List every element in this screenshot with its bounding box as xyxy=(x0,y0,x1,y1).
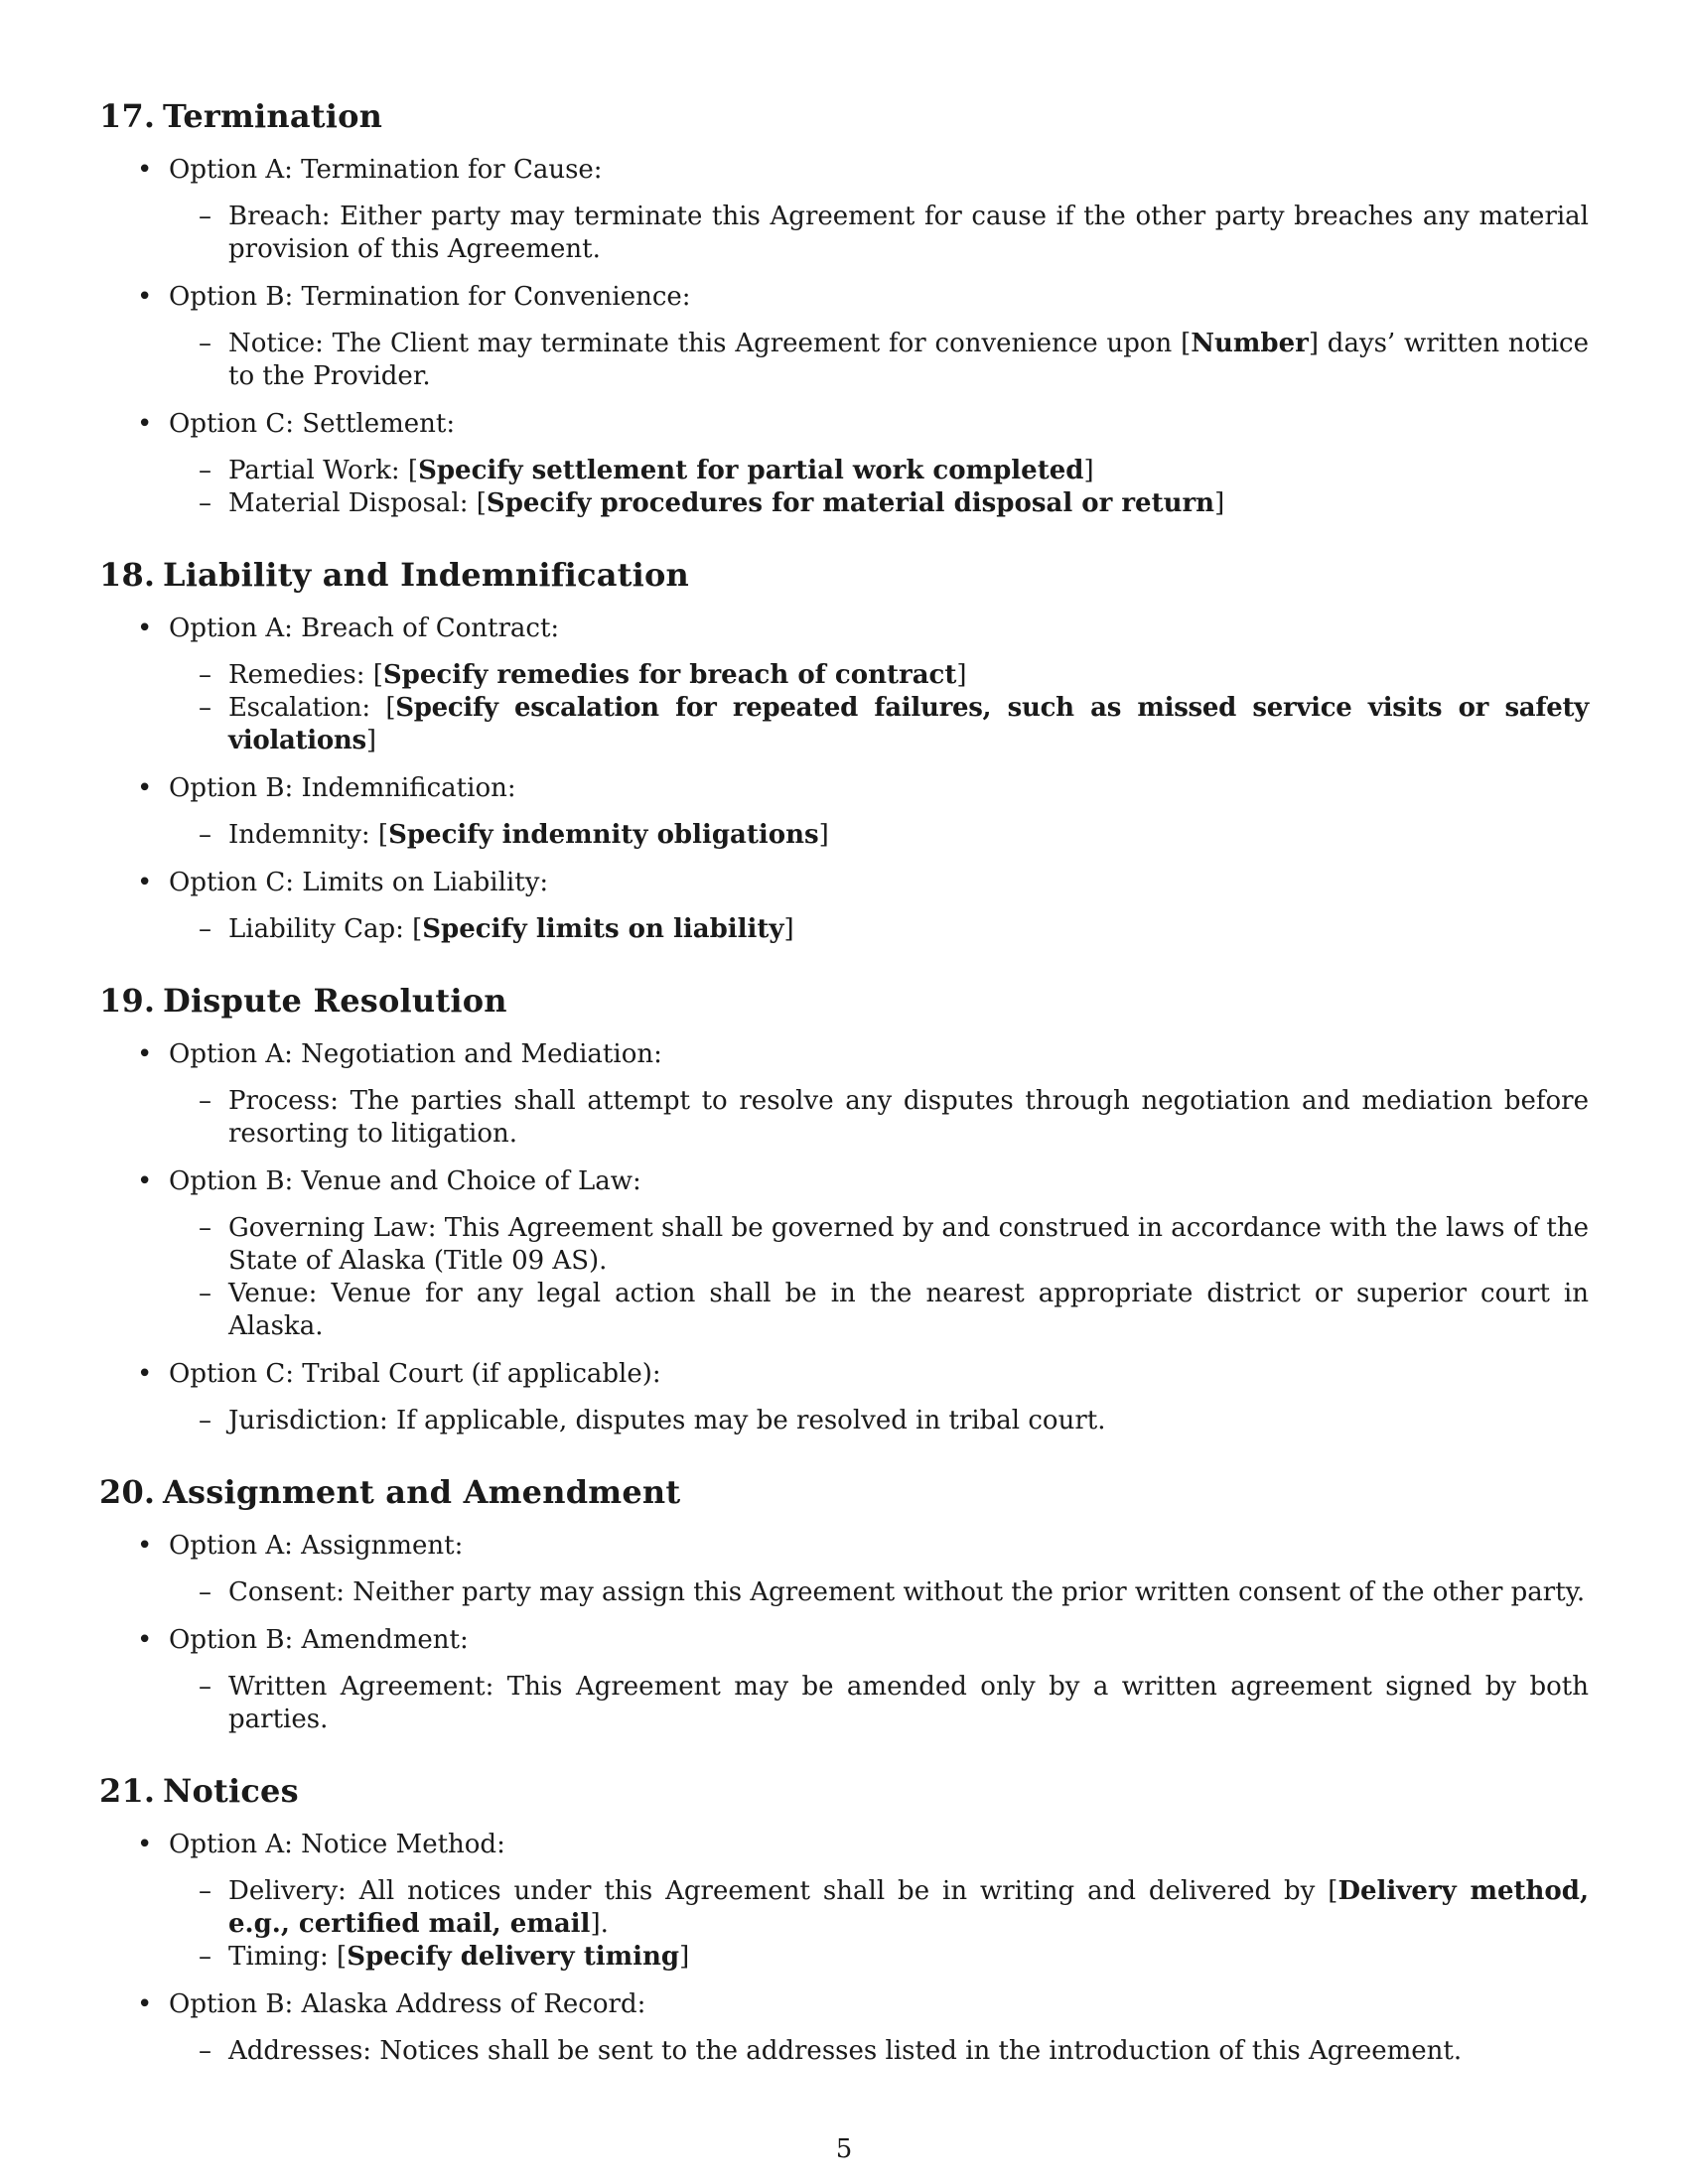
section-title: Termination xyxy=(163,97,383,135)
option-item xyxy=(99,866,1589,946)
sub-item xyxy=(169,1576,1589,1609)
sub-text: Consent: Neither party may assign this Agreement without the prior written consent of the other party. xyxy=(228,1577,1586,1607)
bullet-icon: • xyxy=(137,868,153,897)
option-label: Option A: Assignment: xyxy=(169,1531,464,1561)
option-label: Option B: Termination for Convenience: xyxy=(169,282,691,312)
sub-text-suffix: ] xyxy=(1214,488,1225,518)
sub-text-suffix: ] xyxy=(956,660,967,690)
dash-icon: – xyxy=(199,329,211,358)
bullet-icon: • xyxy=(137,614,153,643)
section-title: Notices xyxy=(163,1772,299,1810)
option-label: Option C: Limits on Liability: xyxy=(169,868,549,897)
sub-item xyxy=(169,1212,1589,1278)
page-number: 5 xyxy=(835,2134,853,2164)
dash-icon: – xyxy=(199,456,211,485)
sub-text-suffix: ]. xyxy=(590,1909,609,1939)
option-item xyxy=(99,280,1589,393)
section-dispute-resolution xyxy=(99,982,1589,1437)
placeholder-text: Specify escalation for repeated failures, such as missed service visits or safety violations xyxy=(228,693,1589,755)
dash-icon: – xyxy=(199,488,211,518)
option-item xyxy=(99,1828,1589,1974)
dash-icon: – xyxy=(199,1577,211,1607)
section-notices xyxy=(99,1772,1589,2068)
sub-text: Process: The parties shall attempt to resolve any disputes through negotiation and mediation before resorting to litigation. xyxy=(228,1086,1589,1149)
section-number: 21. xyxy=(99,1772,156,1810)
sub-item xyxy=(169,913,1589,946)
sub-item xyxy=(169,1941,1589,1974)
dash-icon: – xyxy=(199,1942,211,1972)
section-number: 18. xyxy=(99,556,156,594)
sub-text-suffix: ] xyxy=(783,914,794,944)
dash-icon: – xyxy=(199,693,211,723)
dash-icon: – xyxy=(199,1672,211,1702)
option-item xyxy=(99,1623,1589,1736)
sub-item xyxy=(169,455,1589,487)
sub-text: Notice: The Client may terminate this Agreement for convenience upon [ xyxy=(228,329,1192,358)
option-label: Option C: Settlement: xyxy=(169,409,456,439)
option-item xyxy=(99,1164,1589,1343)
dash-icon: – xyxy=(199,1406,211,1435)
dash-icon: – xyxy=(199,1086,211,1116)
section-heading xyxy=(99,1473,1589,1511)
dash-icon: – xyxy=(199,820,211,850)
placeholder-text: Delivery method, e.g., certified mail, email xyxy=(228,1876,1590,1939)
sub-text: Written Agreement: This Agreement may be amended only by a written agreement signed by both parties. xyxy=(228,1672,1589,1734)
section-heading xyxy=(99,556,1589,594)
document-body xyxy=(99,97,1589,2104)
bullet-icon: • xyxy=(137,1039,153,1069)
sub-item xyxy=(169,1085,1589,1151)
dash-icon: – xyxy=(199,202,211,231)
option-item xyxy=(99,1529,1589,1609)
sub-item xyxy=(169,692,1589,757)
section-assignment-amendment xyxy=(99,1473,1589,1736)
dash-icon: – xyxy=(199,914,211,944)
option-label: Option A: Termination for Cause: xyxy=(169,155,603,185)
dash-icon: – xyxy=(199,1279,211,1308)
option-label: Option B: Indemnification: xyxy=(169,773,516,803)
sub-text: Breach: Either party may terminate this Agreement for cause if the other party breaches any material provision of this Agreement. xyxy=(228,202,1589,264)
placeholder-text: Specify procedures for material disposal or return xyxy=(486,488,1215,518)
bullet-icon: • xyxy=(137,1359,153,1389)
section-heading xyxy=(99,97,1589,135)
sub-item xyxy=(169,659,1589,692)
sub-text: Material Disposal: [ xyxy=(228,488,487,518)
dash-icon: – xyxy=(199,1213,211,1243)
option-label: Option A: Breach of Contract: xyxy=(169,614,560,643)
option-item xyxy=(99,407,1589,520)
sub-item xyxy=(169,1405,1589,1437)
option-item xyxy=(99,1357,1589,1437)
option-label: Option B: Amendment: xyxy=(169,1625,469,1655)
sub-text: Liability Cap: [ xyxy=(228,914,423,944)
sub-item xyxy=(169,2035,1589,2068)
sub-item xyxy=(169,1671,1589,1736)
bullet-icon: • xyxy=(137,773,153,803)
sub-text-suffix: ] days’ written notice to the Provider. xyxy=(228,329,1589,391)
option-label: Option C: Tribal Court (if applicable): xyxy=(169,1359,661,1389)
bullet-icon: • xyxy=(137,1989,153,2019)
bullet-icon: • xyxy=(137,1625,153,1655)
bullet-icon: • xyxy=(137,1531,153,1561)
section-title: Assignment and Amendment xyxy=(163,1473,681,1511)
placeholder-text: Number xyxy=(1191,329,1309,358)
dash-icon: – xyxy=(199,1876,211,1906)
sub-item xyxy=(169,328,1589,393)
sub-text: Delivery: All notices under this Agreement shall be in writing and delivered by [ xyxy=(228,1876,1338,1906)
section-number: 20. xyxy=(99,1473,156,1511)
sub-text: Jurisdiction: If applicable, disputes may be resolved in tribal court. xyxy=(228,1406,1106,1435)
option-label: Option B: Alaska Address of Record: xyxy=(169,1989,646,2019)
dash-icon: – xyxy=(199,660,211,690)
option-label: Option A: Notice Method: xyxy=(169,1830,505,1859)
option-item xyxy=(99,153,1589,266)
sub-text-suffix: ] xyxy=(679,1942,690,1972)
bullet-icon: • xyxy=(137,409,153,439)
section-heading xyxy=(99,982,1589,1020)
option-label: Option B: Venue and Choice of Law: xyxy=(169,1166,641,1196)
sub-text: Timing: [ xyxy=(228,1942,348,1972)
sub-item xyxy=(169,819,1589,852)
placeholder-text: Specify indemnity obligations xyxy=(388,820,819,850)
sub-text: Remedies: [ xyxy=(228,660,383,690)
sub-item xyxy=(169,1875,1589,1941)
placeholder-text: Specify delivery timing xyxy=(347,1942,680,1972)
option-item xyxy=(99,1987,1589,2068)
option-item xyxy=(99,771,1589,852)
sub-text: Governing Law: This Agreement shall be governed by and construed in accordance with the laws of the State of Alaska (Title 09 AS). xyxy=(228,1213,1589,1276)
placeholder-text: Specify settlement for partial work completed xyxy=(418,456,1084,485)
section-heading xyxy=(99,1772,1589,1810)
bullet-icon: • xyxy=(137,155,153,185)
bullet-icon: • xyxy=(137,1166,153,1196)
sub-item xyxy=(169,201,1589,266)
sub-text-suffix: ] xyxy=(818,820,829,850)
section-title: Dispute Resolution xyxy=(163,982,507,1020)
sub-text: Venue: Venue for any legal action shall be in the nearest appropriate district or superior court in Alaska. xyxy=(228,1279,1589,1341)
bullet-icon: • xyxy=(137,282,153,312)
section-number: 17. xyxy=(99,97,156,135)
sub-text: Addresses: Notices shall be sent to the addresses listed in the introduction of this Agreement. xyxy=(228,2036,1463,2066)
option-label: Option A: Negotiation and Mediation: xyxy=(169,1039,662,1069)
option-item xyxy=(99,612,1589,757)
sub-text-suffix: ] xyxy=(1083,456,1094,485)
section-liability xyxy=(99,556,1589,946)
sub-item xyxy=(169,1278,1589,1343)
sub-text-suffix: ] xyxy=(365,726,376,755)
sub-item xyxy=(169,487,1589,520)
sub-text: Indemnity: [ xyxy=(228,820,389,850)
sub-text: Escalation: [ xyxy=(228,693,396,723)
dash-icon: – xyxy=(199,2036,211,2066)
option-item xyxy=(99,1037,1589,1151)
placeholder-text: Specify limits on liability xyxy=(422,914,784,944)
section-title: Liability and Indemnification xyxy=(163,556,690,594)
section-number: 19. xyxy=(99,982,156,1020)
placeholder-text: Specify remedies for breach of contract xyxy=(382,660,957,690)
sub-text: Partial Work: [ xyxy=(228,456,419,485)
section-termination xyxy=(99,97,1589,520)
bullet-icon: • xyxy=(137,1830,153,1859)
